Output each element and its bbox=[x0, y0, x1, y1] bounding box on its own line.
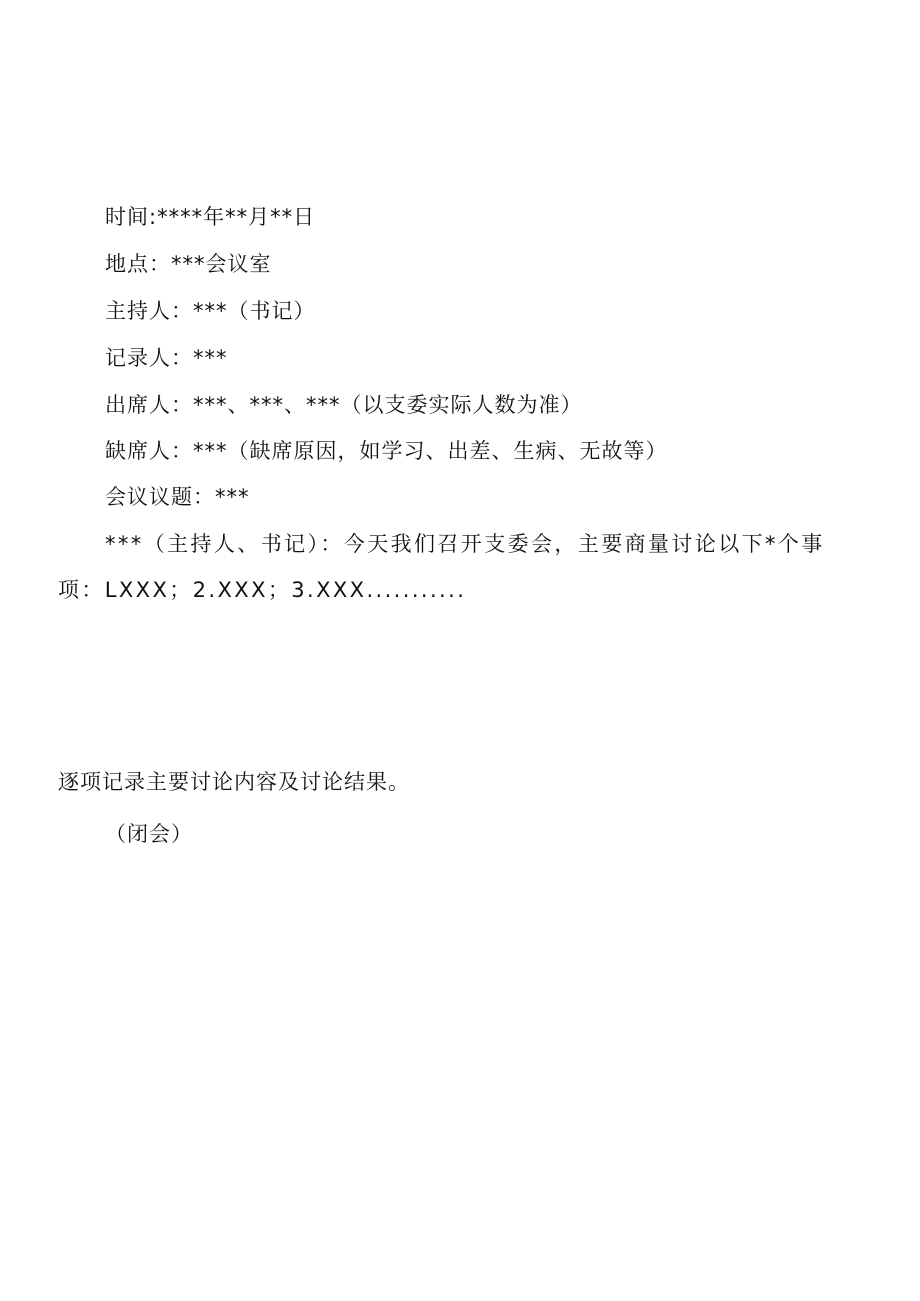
meeting-absentees: 缺席人：***（缺席原因，如学习、出差、生病、无故等） bbox=[105, 439, 668, 463]
meeting-place: 地点：***会议室 bbox=[105, 252, 272, 276]
record-instruction: 逐项记录主要讨论内容及讨论结果。 bbox=[58, 770, 410, 794]
meeting-closing: （闭会） bbox=[105, 822, 193, 846]
meeting-host: 主持人：***（书记） bbox=[105, 299, 316, 323]
host-speech-line-2: 项：LXXX；2.XXX；3.XXX........... bbox=[58, 578, 467, 602]
meeting-attendees: 出席人：***、***、***（以支委实际人数为准） bbox=[105, 393, 583, 417]
host-speech-line-1: ***（主持人、书记）：今天我们召开支委会，主要商量讨论以下*个事 bbox=[105, 532, 825, 556]
meeting-topic: 会议议题：*** bbox=[105, 485, 250, 509]
meeting-recorder: 记录人：*** bbox=[105, 346, 228, 370]
meeting-time: 时间:****年**月**日 bbox=[105, 205, 316, 229]
